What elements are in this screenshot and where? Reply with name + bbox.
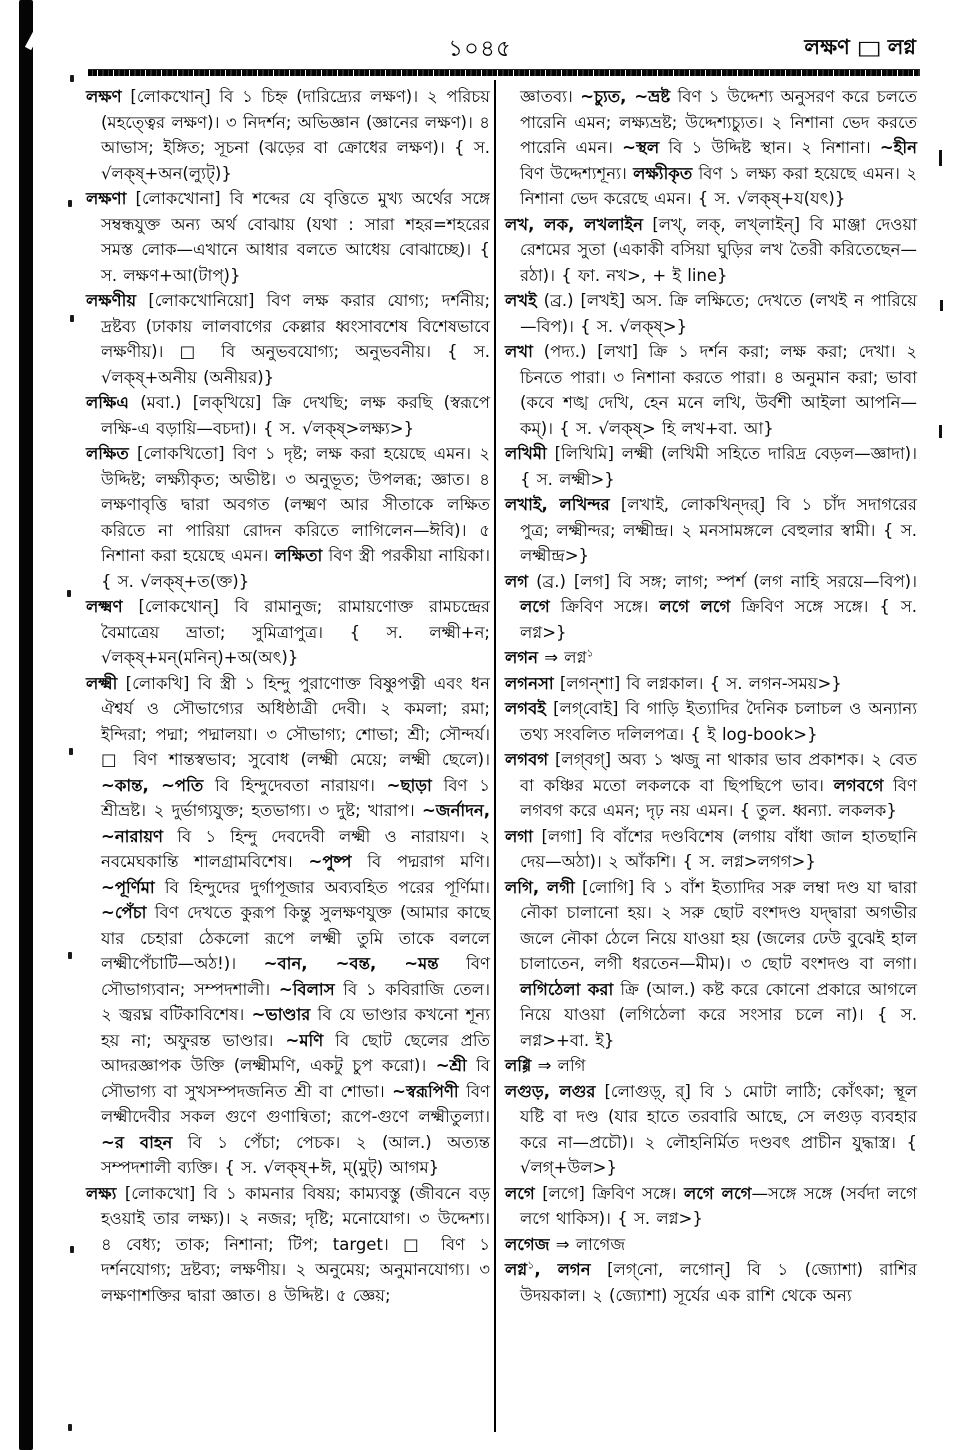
dictionary-entry [505,1053,917,1079]
entry-text: বি ছোট ছেলের প্রতি আদরজ্ঞাপক উক্তি (লক্ষ্মীমণি, একটু চুপ করো)। [101,1030,490,1075]
dictionary-entry [505,747,917,824]
headword: লখাই, লখিন্দর [505,495,610,514]
entry-text: [লখ্, লক্, লখ্‌লাইন্] বি মাঞ্জা দেওয়া রেশমের সুতা (একাকী বসিয়া ঘুড়ির লখ তৈরী করিতেছেন—রঠা)। { ফা. নখ>, + ই line} [520,214,918,285]
scan-speck [70,75,74,82]
entry-text: [লখাই, লোকখিন্‌দর্] বি ১ চাঁদ সদাগরের পুত্র; লক্ষ্মীন্দর; লক্ষ্মীন্দ্র। ২ মনসামঙ্গলে বেহুলার স্বামী। { স. লক্ষ্মীন্দ্র>} [520,495,917,565]
entry-text: জ্ঞাতব্য। [520,87,581,106]
right-column [505,84,917,1308]
subhead: ~হীন [879,138,917,157]
dictionary-entry [505,1257,917,1308]
scan-speck [67,590,71,597]
subhead: ~বিলাস [278,979,335,999]
entry-text: [লগ্‌নো, লগোন্] বি ১ (জ্যোশা) রাশির উদয়কাল। ২ (জ্যোশা) সূর্যের এক রাশি থেকে অন্য [520,1260,917,1305]
subhead: লগে [520,597,550,616]
headword: লক্ষণীয় [86,291,137,310]
headword: লগেজ [505,1234,550,1254]
headword: লগবই [505,699,546,718]
dictionary-entry [505,824,917,875]
header-rule [88,69,920,76]
dictionary-entry [505,1079,917,1181]
entry-text: [লোগি] বি ১ বাঁশ ইত্যাদির সরু লম্বা দণ্ড যা দ্বারা নৌকা চালানো হয়। ২ সরু ছোট বংশদণ্ড যদ্দ্বারা অগভীর জলে নৌকা ঠেলে নিয়ে যাওয়া হয় (জলের ঢেউ বুঝেই হাল চালাতেন, লগী ধরতেন—মীম)। ৩ ছোট বংশদণ্ড বা লগা। [520,877,918,973]
subhead: ~পূর্ণিমা [101,877,155,897]
headword: লক্ষ্মী [86,673,118,693]
scan-speck [68,200,72,207]
entry-text: ক্রি (আল.) কষ্ট করে কোনো প্রকারে আগলে নিয়ে যাওয়া (লগিঠেলা করে সংসার চলে না)। { স. লগ্ন>+বা. ই} [520,979,917,1050]
entry-text: বি হিন্দুদেবতা নারায়ণ। [203,775,387,795]
subhead: লগবগে [833,775,884,795]
entry-text: বি সৌভাগ্য বা সুখসম্পদজনিত শ্রী বা শোভা। [101,1056,490,1101]
entry-text: [লগা] বি বাঁশের দণ্ডবিশেষ (লগায় বাঁধা জাল হাতছানি দেয়—অঠা)। ২ আঁকশি। { স. লগ্ন>লগগ>} [520,826,917,871]
entry-text: —সঙ্গে সঙ্গে (সর্বদা লগে লগে থাকিস)। { স. লগ্ন>} [520,1183,917,1228]
entry-text: বি ১ পেঁচা; পেচক। ২ (আল.) অত্যন্ত সম্পদশালী ব্যক্তি। { স. √লক্ষ্+ঈ, ম্(মুট্) আগম} [101,1132,490,1177]
headword: লগন [505,648,538,667]
entry-text: (পদ্য.) [লখা] ক্রি ১ দর্শন করা; লক্ষ করা; দেখা। ২ চিনতে পারা। ৩ নিশানা করতে পারা। ৪ অনুমান করা; ভাবা (কবে শঙ্খ দেখি, হেন মনে লখি, উর্বশী আইলা আপনি—কম্)। { স. √লক্ষ্> হি লখ+বা. আ} [520,342,917,438]
subhead: ~মণি [285,1030,324,1050]
headword: লখ, লক, লখলাইন [505,214,643,234]
scan-speck [68,1424,72,1431]
headword: লগবগ [505,750,549,769]
headword: লগুড়, লগুর [505,1081,596,1101]
entry-text: [লোগুড়্, র্] বি ১ মোটা লাঠি; কোঁৎকা; স্থূল যষ্টি বা দণ্ড (যার হাতে তরবারি আছে, সে লগুড় ব্যবহার করে না—প্রচৌ)। ২ লৌহনির্মিত দণ্ডবৎ প্রাচীন যুদ্ধাস্ত্র। { √লগ্+উল>} [520,1081,917,1177]
entry-text: বিণ উদ্দেশ্যশূন্য। [520,163,634,183]
subhead: ~পেঁচা [101,903,147,922]
scan-edge-tick [939,425,942,438]
subhead: ~শ্রী [435,1056,467,1075]
entry-text: বিণ স্ত্রী পরকীয়া নায়িকা। { স. √লক্ষ্+ত(ক্ত)} [101,546,490,591]
headword: , লগন [534,1260,591,1279]
entry-text: (ব্র.) [লখই] অস. ক্রি লক্ষিতে; দেখতে (লখই ন পারিয়ে—বিপ)। { স. √লক্ষ্>} [520,291,917,336]
subhead: ~স্থল [622,138,660,157]
guide-separator-box: □ [856,37,882,59]
subhead: ~কান্ত, ~পতি [101,775,204,795]
entry-text: বি ১ উদ্দিষ্ট স্থান। ২ নিশানা। [659,138,880,157]
dictionary-entry [505,1181,917,1232]
subhead: লক্ষ্যীকৃত [633,163,693,183]
headword: লক্ষণ [86,87,122,106]
entry-text: [লগ্‌বগ্] অব্য ১ ঋজু না থাকার ভাব প্রকাশক। ২ বেত বা কঞ্চির মতো লকলকে বা ছিপছিপে ভাব। [520,750,917,795]
headword: লগ্ন [505,1260,528,1279]
entry-text: [লগে] ক্রিবিণ সঙ্গে। [534,1183,684,1203]
headword: লক্ষিএ [86,393,129,412]
superscript-index: ১ [527,1258,535,1272]
entry-text: [লোকখি] বি স্ত্রী ১ হিন্দু পুরাণোক্ত বিষ্ণুপত্নী এবং ধন ঐশ্বর্য ও সৌভাগ্যের অধিষ্ঠাত্রী দেবী। ২ কমলা; রমা; ইন্দিরা; পদ্মা; পদ্মালয়া। ৩ সৌভাগ্য; শোভা; শ্রী; সৌন্দর্য। □ বিণ শান্তস্বভাব; সুবোধ (লক্ষ্মী মেয়ে; লক্ষ্মী ছেলে)। [101,673,491,769]
entry-text: (ব্র.) [লগ] বি সঙ্গ; লাগ; স্পর্শ (লগ নাহি সরয়ে—বিপ)। [528,571,917,591]
dictionary-entry [505,875,917,1054]
subhead: লক্ষিতা [274,546,323,565]
headword: লগ্গি [505,1056,532,1075]
scan-speck [70,1246,74,1253]
entry-text: (মবা.) [লক্‌খিয়ে] ক্রি দেখছি; লক্ষ করছি (স্বরূপে লক্ষি-এ বড়ায়ি—বচদা)। { স. √লক্ষ্>লক্ষ্য>} [101,393,490,438]
dictionary-entry [86,441,490,594]
scan-speck [69,748,73,755]
guide-word-first: লক্ষণ [804,35,850,59]
dictionary-entry [505,212,917,289]
page-number: ১০৪৫ [448,36,512,62]
subhead: ~ছাড়া [386,775,432,795]
entry-text: বিণ ১ উদ্দেশ্য অনুসরণ করে চলতে পারেনি এমন; লক্ষ্যভ্রষ্ট; উদ্দেশ্যচ্যুত। ২ নিশানা ভেদ করতে পারেনি এমন। [520,87,918,157]
headword: লখা [505,342,533,361]
dictionary-entry [505,339,917,441]
subhead: ~র বাহন [101,1132,173,1152]
dictionary-entry [505,1232,917,1258]
subhead: লগিঠেলা করা [520,979,614,999]
headword: লগ [505,571,529,591]
dictionary-entry [505,288,917,339]
entry-text: [লগ্‌বোই] বি গাড়ি ইত্যাদির দৈনিক চলাচল ও অন্যান্য তথ্য সংবলিত দলিলপত্র। { ই log-book>} [520,699,917,744]
entry-text: বিণ দেখতে কুরূপ কিন্তু সুলক্ষণযুক্ত (আমার কাছে যার চেহারা ঠেকলো রূপে লক্ষ্মী তুমি তাকে বললে লক্ষ্মীপেঁচাটি—অঠ!)। [101,903,490,973]
scan-binding-bar [19,0,33,1450]
entry-text: বি ১ হিন্দু দেবদেবী লক্ষ্মী ও নারায়ণ। ২ নবমেঘকান্তি শালগ্রামবিশেষ। [101,826,490,871]
guide-word-last: লগ্ন [887,35,916,59]
guide-words [804,31,916,66]
subhead: ~পুষ্প [308,852,352,871]
dictionary-entry [86,84,490,186]
headword: লগে [505,1183,535,1203]
dictionary-entry [86,1181,490,1309]
headword: লখই [505,291,537,310]
headword: লগি, লগী [505,877,575,897]
headword: লক্ষণা [86,189,127,208]
entry-text: [লোকখোনিয়ো] বিণ লক্ষ করার যোগ্য; দর্শনীয়; দ্রষ্টব্য (ঢাকায় লালবাগের কেল্লার ধ্বংসাবশেষ বিশেষভাবে লক্ষণীয়)। □ বি অনুভবযোগ্য; অনুভবনীয়। { স. √লক্ষ্+অনীয় (অনীয়র)} [101,291,490,387]
headword: লখিমী [505,444,547,463]
entry-text: বি হিন্দুদের দুর্গাপূজার অব্যবহিত পরের পূর্ণিমা। [154,877,490,897]
entry-text: [লোকখোন্] বি ১ চিহ্ন (দারিদ্র্যের লক্ষণ)। ২ পরিচয় (মহত্ত্বের লক্ষণ)। ৩ নিদর্শন; অভিজ্ঞান (জ্ঞানের লক্ষণ)। ৪ আভাস; ইঙ্গিত; সূচনা (ঝড়ের বা ক্রোধের লক্ষণ)। { স. √লক্ষ্+অন(ল্যুট্)} [101,87,490,183]
entry-text: ⇒ লগ্ন [537,648,587,667]
dictionary-entry [86,671,490,1181]
dictionary-entry [505,696,917,747]
headword: লক্ষিত [86,444,129,463]
entry-text: [লগন্‌শা] বি লগ্নকাল। { স. লগন-সময়>} [553,673,842,693]
subhead: ~স্বরূপিণী [392,1081,459,1101]
subhead: লগে লগে [659,597,731,616]
entry-text: বিণ লগবগ করে এমন; দৃঢ় নয় এমন। { তুল. ধ্বন্যা. লকলক} [520,775,917,820]
dictionary-entry [505,441,917,492]
headword: লগা [505,826,533,846]
headword: লক্ষ্মণ [86,597,123,616]
entry-text: বিণ লক্ষ্মীদেবীর সকল গুণে গুণান্বিতা; রূপে-গুণে লক্ষ্মীতুল্যা। [101,1081,490,1126]
dictionary-entry [86,390,490,441]
subhead: ~বান, ~বন্ত, ~মন্ত [263,954,439,973]
headword: লগনসা [505,673,554,693]
superscript-index: ১ [586,646,594,660]
entry-text: বিণ সৌভাগ্যবান; সম্পদশালী। [101,954,490,999]
subhead: ~জর্নাদন, ~নারায়ণ [101,801,490,846]
scan-edge-tick [939,150,942,166]
entry-text: ⇒ লগি [531,1056,586,1075]
subhead: ~চ্যুত, ~ভ্রষ্ট [580,87,671,106]
headword: লক্ষ্য [86,1183,117,1203]
entry-text: বিণ ১ লক্ষ্য করা হয়েছে এমন। ২ নিশানা ভেদ করেছে এমন। { স. √লক্ষ্+য(যৎ)} [520,163,918,208]
subhead: ~ভাণ্ডার [251,1005,311,1024]
entry-text: [লোকখো] বি ১ কামনার বিষয়; কাম্যবস্তু (জীবনে বড় হওয়াই তার লক্ষ্য)। ২ নজর; দৃষ্টি; মনোযোগ। ৩ উদ্দেশ্য। ৪ বেধ্য; তাক; নিশানা; টিপ; target। □ বিণ ১ দর্শনযোগ্য; দ্রষ্টব্য; লক্ষণীয়। ২ অনুমেয়; অনুমানযোগ্য। ৩ লক্ষণাশক্তির দ্বারা জ্ঞাত। ৪ উদ্দিষ্ট। ৫ জ্ঞেয়; [101,1183,490,1305]
entry-text: [লোকখোন্] বি রামানুজ; রামায়ণোক্ত রামচন্দ্রের বৈমাত্রেয় ভ্রাতা; সুমিত্রাপুত্র। { স. লক্ষ্মী+ন; √লক্ষ্+মন্(মনিন্)+অ(অৎ)} [101,597,490,667]
scan-edge-tick [940,300,943,311]
entry-text: [লিখিমি] লক্ষ্মী (লখিমী সহিতে দারিদ্র বেড়ল—জ্ঞাদা)। { স. লক্ষ্মী>} [520,444,917,489]
scan-speck [70,315,74,322]
entry-text: [লোকখিতো] বিণ ১ দৃষ্ট; লক্ষ করা হয়েছে এমন। ২ উদ্দিষ্ট; লক্ষ্যীকৃত; অভীষ্ট। ৩ অনুভূত; উপলব্ধ; জ্ঞাত। ৪ লক্ষণাবৃত্তি দ্বারা অবগত (লক্ষ্মণ আর সীতাকে লক্ষিত করিতে না পারিয়া রোদন করিতে লাগিলেন—ঈবি)। ৫ নিশানা করা হয়েছে এমন। [101,444,490,565]
left-column [86,84,490,1308]
dictionary-entry [505,492,917,569]
dictionary-entry [505,569,917,646]
entry-text: [লোকখোনা] বি শব্দের যে বৃত্তিতে মুখ্য অর্থের সঙ্গে সম্বন্ধযুক্ত অন্য অর্থ বোঝায় (যথা : সারা শহর=শহরের সমস্ত লোক—এখানে আধার বলতে আধেয় বোঝাচ্ছে)। { স. লক্ষণ+আ(টাপ্)} [101,189,490,285]
dictionary-entry [505,671,917,697]
entry-text: বি ১ কবিরাজি তেল। ২ জ্বরঘ্ন বটিকাবিশেষ। [101,979,490,1024]
scan-speck [68,952,72,959]
dictionary-entry [505,645,917,671]
dictionary-entry [86,288,490,390]
column-divider [494,80,496,1432]
entry-text: ক্রিবিণ সঙ্গে সঙ্গে। { স. লগ্ন>} [520,597,917,642]
dictionary-entry [86,594,490,671]
entry-text: ⇒ লাগেজ [549,1234,626,1254]
entry-text: বি যে ভাণ্ডার কখনো শূন্য হয় না; অফুরন্ত ভাণ্ডার। [101,1005,490,1050]
entry-text: বি পদ্মরাগ মণি। [351,852,490,871]
dictionary-entry [86,186,490,288]
entry-continuation [505,84,917,212]
entry-text: ক্রিবিণ সঙ্গে। [549,597,660,616]
entry-text: বিণ ১ শ্রীভ্রষ্ট। ২ দুর্ভাগ্যযুক্ত; হতভাগ্য। ৩ দুষ্ট; খারাপ। [101,775,491,820]
subhead: লগে লগে [683,1183,752,1203]
